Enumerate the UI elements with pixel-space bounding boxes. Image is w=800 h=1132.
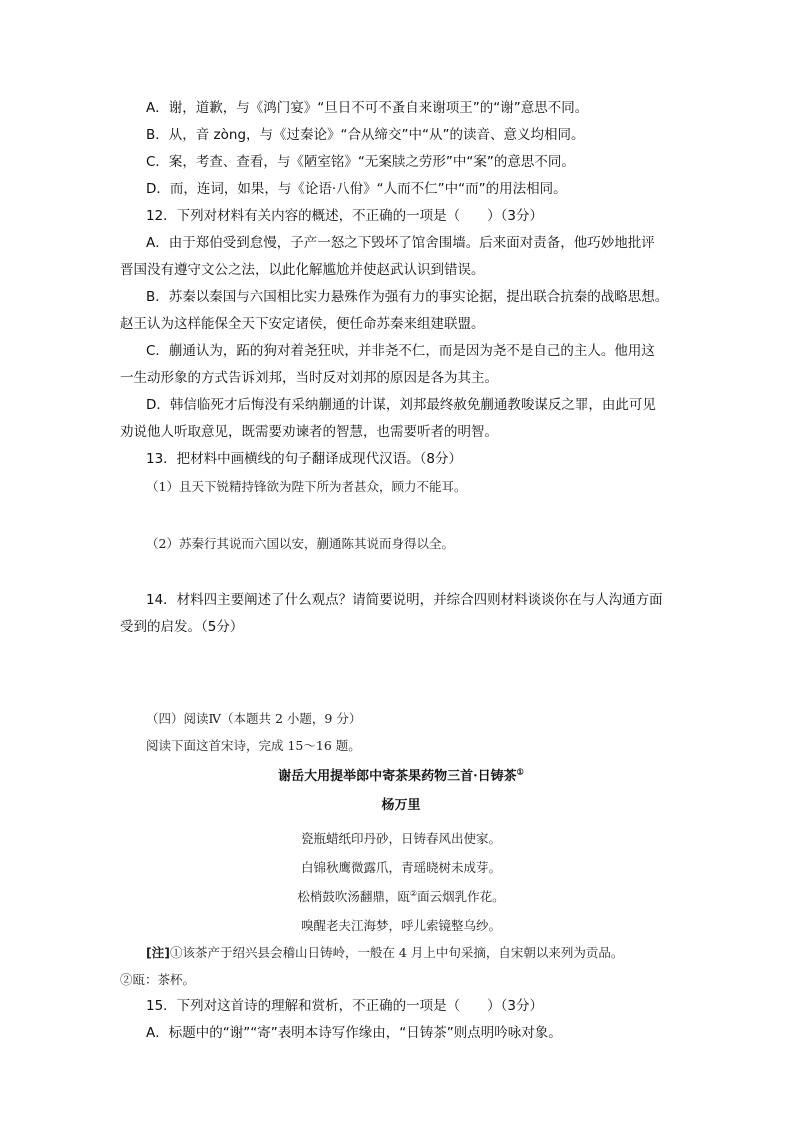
q13-answer-space-1 [120, 501, 682, 531]
poem-line-4: 嗅醒老夫江海梦，呼儿索镜整乌纱。 [300, 918, 501, 933]
poem-line-3 [120, 882, 682, 911]
q12-option-d-line2: 劝说他人听取意见，既需要劝谏者的智慧，也需要听者的明智。 [120, 424, 498, 440]
q12-option-c-line1: C．蒯通认为，跖的狗对着尧狂吠，并非尧不仁，而是因为尧不是自己的主人。他用这 [146, 343, 655, 359]
q15-option-a: A．标题中的“谢”“寄”表明本诗写作缘由，“日铸茶”则点明吟咏对象。 [146, 1025, 562, 1041]
poem-line-2: 白锦秋鹰微露爪，青瑶晓树未成芽。 [300, 860, 501, 875]
q11-option-b: B．从，音 zòng，与《过秦论》“合从缔交”中“从”的读音、意义均相同。 [146, 127, 585, 143]
q14-answer-space [120, 642, 682, 706]
q12-option-b-line2: 赵王认为这样能保全天下安定诸侯，便任命苏秦来组建联盟。 [120, 316, 485, 332]
poem-note-1 [120, 940, 682, 965]
poem-title-text: 谢岳大用提举郎中寄茶果药物三首·日铸茶 [278, 769, 517, 784]
exam-page [120, 96, 682, 1048]
q13-sentence-1: （1）且天下锐精持锋欲为陛下所为者甚众，顾力不能耳。 [146, 479, 467, 494]
q11-option-d: D．而，连词，如果，与《论语·八佾》“人而不仁”中“而”的用法相同。 [146, 181, 567, 197]
q13-stem: 13．把材料中画横线的句子翻译成现代汉语。（8分） [146, 451, 463, 467]
q14-stem-line2: 受到的启发。（5分） [120, 619, 244, 635]
q11-option-a: A．谢，道歉，与《鸿门宴》“旦日不可不蚤自来谢项王”的“谢”意思不同。 [146, 100, 589, 116]
q14-stem-line1: 14．材料四主要阐述了什么观点？请简要说明，并综合四则材料谈谈你在与人沟通方面 [146, 592, 663, 608]
note-label: [注] [146, 945, 170, 960]
q13-answer-space-2 [120, 558, 682, 588]
poem-line-3-tail: 面云烟乳作花。 [417, 889, 505, 904]
poem-title-footnote-mark: ① [516, 766, 524, 777]
q12-option-b-line1: B．苏秦以秦国与六国相比实力悬殊作为强有力的事实论据，提出联合抗秦的战略思想。 [146, 289, 669, 305]
poem-line-1: 瓷瓶蜡纸印丹砂，日铸春风出使家。 [300, 831, 501, 846]
poem-line-3-head: 松梢鼓吹汤翻鼎，瓯 [297, 889, 410, 904]
q12-option-d-line1: D．韩信临死才后悔没有采纳蒯通的计谋，刘邦最终赦免蒯通教唆谋反之罪，由此可见 [146, 397, 656, 413]
poem-author: 杨万里 [381, 798, 421, 813]
reading4-intro: 阅读下面这首宋诗，完成 15～16 题。 [146, 738, 361, 753]
poem-note-1-text: ①该茶产于绍兴县会稽山日铸岭，一般在 4 月上中旬采摘，自宋朝以来列为贡品。 [169, 945, 624, 960]
q12-option-c-line2: 一生动形象的方式告诉刘邦，当时反对刘邦的原因是各为其主。 [120, 370, 498, 386]
poem-line-3-footnote-mark: ② [409, 888, 418, 898]
q13-sentence-2: （2）苏秦行其说而六国以安，蒯通陈其说而身得以全。 [146, 536, 454, 551]
q11-option-c: C．案，考查、查看，与《陋室铭》“无案牍之劳形”中“案”的意思不同。 [146, 154, 575, 170]
q12-option-a-line2: 晋国没有遵守文公之法，以此化解尴尬并使赵武认识到错误。 [120, 262, 485, 278]
poem-note-2: ②瓯：茶杯。 [120, 972, 196, 987]
reading4-heading: （四）阅读Ⅳ（本题共 2 小题，9 分） [146, 711, 362, 726]
q12-option-a-line1: A．由于郑伯受到怠慢，子产一怒之下毁坏了馆舍围墙。后来面对责备，他巧妙地批评 [146, 235, 655, 251]
poem-title [120, 764, 682, 789]
q15-stem: 15．下列对这首诗的理解和赏析，不正确的一项是（ ）（3分） [146, 998, 544, 1014]
q12-stem: 12．下列对材料有关内容的概述，不正确的一项是（ ）（3分） [146, 208, 544, 224]
